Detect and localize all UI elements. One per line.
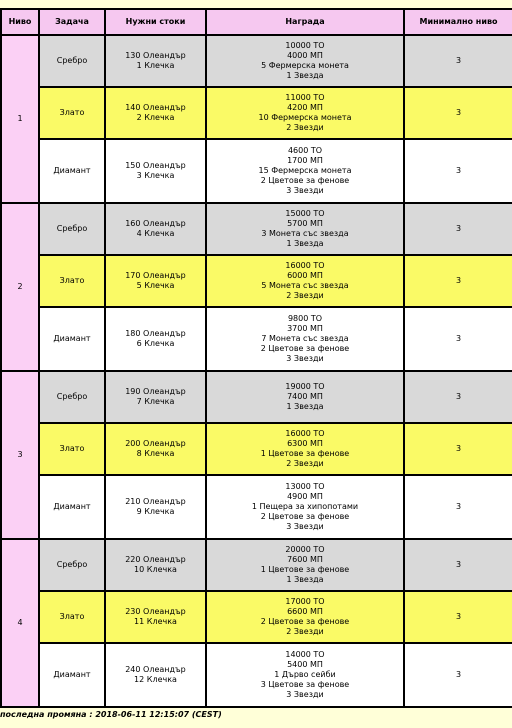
- goods-line: 140 Олеандър: [125, 103, 186, 112]
- min-level-cell: 3: [404, 591, 512, 643]
- quest-table: [0, 8, 512, 708]
- reward-cell: [206, 371, 404, 423]
- goods-line: 150 Олеандър: [125, 161, 186, 170]
- goods-cell: [105, 371, 206, 423]
- reward-line: 1 Звезда: [286, 71, 324, 80]
- reward-line: 5 Фермерска монета: [261, 61, 349, 70]
- reward-line: 5400 МП: [287, 660, 323, 669]
- reward-line: 2 Цветове за фенове: [260, 512, 350, 521]
- reward-line: 15 Фермерска монета: [258, 166, 352, 175]
- reward-cell: [206, 423, 404, 475]
- table-row: [1, 87, 512, 139]
- goods-line: 10 Клечка: [134, 565, 177, 574]
- reward-cell: [206, 643, 404, 707]
- goods-line: 8 Клечка: [136, 449, 175, 458]
- goods-cell: [105, 643, 206, 707]
- reward-line: 2 Звезди: [286, 459, 324, 468]
- min-level-cell: 3: [404, 475, 512, 539]
- reward-line: 10000 ТО: [285, 41, 325, 50]
- reward-line: 9800 ТО: [287, 314, 323, 323]
- goods-line: 7 Клечка: [136, 397, 175, 406]
- goods-line: 9 Клечка: [136, 507, 175, 516]
- table-row: [1, 475, 512, 539]
- reward-line: 15000 ТО: [285, 209, 325, 218]
- task-cell: Диамант: [39, 307, 105, 371]
- reward-line: 1 Звезда: [286, 402, 324, 411]
- task-cell: Злато: [39, 591, 105, 643]
- reward-line: 7400 МП: [287, 392, 323, 401]
- goods-line: 190 Олеандър: [125, 387, 186, 396]
- table-row: [1, 643, 512, 707]
- level-cell: 4: [1, 539, 39, 707]
- task-cell: Злато: [39, 87, 105, 139]
- goods-cell: [105, 87, 206, 139]
- goods-line: 4 Клечка: [136, 229, 175, 238]
- reward-cell: [206, 139, 404, 203]
- reward-cell: [206, 539, 404, 591]
- reward-line: 10 Фермерска монета: [258, 113, 352, 122]
- reward-cell: [206, 255, 404, 307]
- task-cell: Диамант: [39, 139, 105, 203]
- min-level-cell: 3: [404, 203, 512, 255]
- goods-cell: [105, 35, 206, 87]
- min-level-cell: 3: [404, 307, 512, 371]
- task-cell: Злато: [39, 255, 105, 307]
- reward-line: 2 Цветове за фенове: [260, 617, 350, 626]
- goods-line: 200 Олеандър: [125, 439, 186, 448]
- goods-line: 130 Олеандър: [125, 51, 186, 60]
- reward-line: 2 Звезди: [286, 291, 324, 300]
- min-level-cell: 3: [404, 371, 512, 423]
- min-level-cell: 3: [404, 87, 512, 139]
- table-row: [1, 423, 512, 475]
- goods-line: 170 Олеандър: [125, 271, 186, 280]
- reward-line: 1 Дърво сейби: [274, 670, 336, 679]
- reward-line: 3 Звезди: [286, 186, 324, 195]
- goods-line: 6 Клечка: [136, 339, 175, 348]
- goods-cell: [105, 203, 206, 255]
- quest-table-body: [1, 35, 512, 707]
- table-row: [1, 35, 512, 87]
- reward-line: 14000 ТО: [285, 650, 325, 659]
- reward-line: 2 Цветове за фенове: [260, 176, 350, 185]
- goods-cell: [105, 539, 206, 591]
- reward-line: 17000 ТО: [285, 597, 325, 606]
- reward-line: 3 Звезди: [286, 522, 324, 531]
- col-header-reward: Награда: [206, 9, 404, 35]
- goods-cell: [105, 423, 206, 475]
- min-level-cell: 3: [404, 539, 512, 591]
- task-cell: Сребро: [39, 35, 105, 87]
- reward-line: 16000 ТО: [285, 429, 325, 438]
- reward-line: 4000 МП: [287, 51, 323, 60]
- task-cell: Сребро: [39, 203, 105, 255]
- reward-cell: [206, 475, 404, 539]
- reward-line: 3700 МП: [287, 324, 323, 333]
- table-header-row: [1, 9, 512, 35]
- task-cell: Сребро: [39, 371, 105, 423]
- goods-line: 160 Олеандър: [125, 219, 186, 228]
- reward-cell: [206, 591, 404, 643]
- reward-line: 1 Цветове за фенове: [260, 565, 350, 574]
- col-header-min-level: Минимално ниво: [404, 9, 512, 35]
- goods-cell: [105, 255, 206, 307]
- goods-cell: [105, 139, 206, 203]
- goods-line: 12 Клечка: [134, 675, 177, 684]
- table-row: [1, 307, 512, 371]
- min-level-cell: 3: [404, 35, 512, 87]
- reward-line: 4600 ТО: [287, 146, 323, 155]
- reward-line: 1 Звезда: [286, 575, 324, 584]
- task-cell: Злато: [39, 423, 105, 475]
- reward-line: 13000 ТО: [285, 482, 325, 491]
- goods-line: 220 Олеандър: [125, 555, 186, 564]
- reward-line: 19000 ТО: [285, 382, 325, 391]
- reward-cell: [206, 203, 404, 255]
- goods-cell: [105, 307, 206, 371]
- task-cell: Сребро: [39, 539, 105, 591]
- goods-line: 180 Олеандър: [125, 329, 186, 338]
- reward-line: 7600 МП: [287, 555, 323, 564]
- task-cell: Диамант: [39, 643, 105, 707]
- table-row: [1, 591, 512, 643]
- goods-line: 230 Олеандър: [125, 607, 186, 616]
- goods-cell: [105, 475, 206, 539]
- reward-line: 3 Монета със звезда: [261, 229, 349, 238]
- table-row: [1, 255, 512, 307]
- reward-line: 6300 МП: [287, 439, 323, 448]
- reward-line: 4900 МП: [287, 492, 323, 501]
- reward-line: 2 Звезди: [286, 123, 324, 132]
- reward-line: 1 Цветове за фенове: [260, 449, 350, 458]
- goods-line: 2 Клечка: [136, 113, 175, 122]
- reward-line: 5 Монета със звезда: [261, 281, 349, 290]
- reward-cell: [206, 35, 404, 87]
- goods-line: 11 Клечка: [134, 617, 177, 626]
- min-level-cell: 3: [404, 139, 512, 203]
- table-row: [1, 371, 512, 423]
- reward-line: 6600 МП: [287, 607, 323, 616]
- reward-line: 20000 ТО: [285, 545, 325, 554]
- reward-cell: [206, 87, 404, 139]
- goods-line: 5 Клечка: [136, 281, 175, 290]
- reward-line: 7 Монета със звезда: [261, 334, 349, 343]
- reward-line: 1 Пещера за хипопотами: [251, 502, 359, 511]
- min-level-cell: 3: [404, 255, 512, 307]
- goods-line: 1 Клечка: [136, 61, 175, 70]
- col-header-level: Ниво: [1, 9, 39, 35]
- goods-line: 3 Клечка: [136, 171, 175, 180]
- reward-line: 3 Цветове за фенове: [260, 680, 350, 689]
- goods-line: 240 Олеандър: [125, 665, 186, 674]
- goods-cell: [105, 591, 206, 643]
- level-cell: 2: [1, 203, 39, 371]
- table-row: [1, 203, 512, 255]
- reward-line: 1700 МП: [287, 156, 323, 165]
- reward-line: 5700 МП: [287, 219, 323, 228]
- reward-line: 2 Цветове за фенове: [260, 344, 350, 353]
- table-row: [1, 539, 512, 591]
- col-header-task: Задача: [39, 9, 105, 35]
- table-row: [1, 139, 512, 203]
- level-cell: 3: [1, 371, 39, 539]
- min-level-cell: 3: [404, 643, 512, 707]
- goods-line: 210 Олеандър: [125, 497, 186, 506]
- min-level-cell: 3: [404, 423, 512, 475]
- reward-line: 6000 МП: [287, 271, 323, 280]
- reward-line: 1 Звезда: [286, 239, 324, 248]
- reward-line: 3 Звезди: [286, 690, 324, 699]
- task-cell: Диамант: [39, 475, 105, 539]
- col-header-goods: Нужни стоки: [105, 9, 206, 35]
- reward-line: 16000 ТО: [285, 261, 325, 270]
- reward-cell: [206, 307, 404, 371]
- reward-line: 2 Звезди: [286, 627, 324, 636]
- reward-line: 11000 ТО: [285, 93, 325, 102]
- last-modified-text: последна промяна : 2018-06-11 12:15:07 (CEST): [0, 710, 222, 719]
- reward-line: 4200 МП: [287, 103, 323, 112]
- reward-line: 3 Звезди: [286, 354, 324, 363]
- level-cell: 1: [1, 35, 39, 203]
